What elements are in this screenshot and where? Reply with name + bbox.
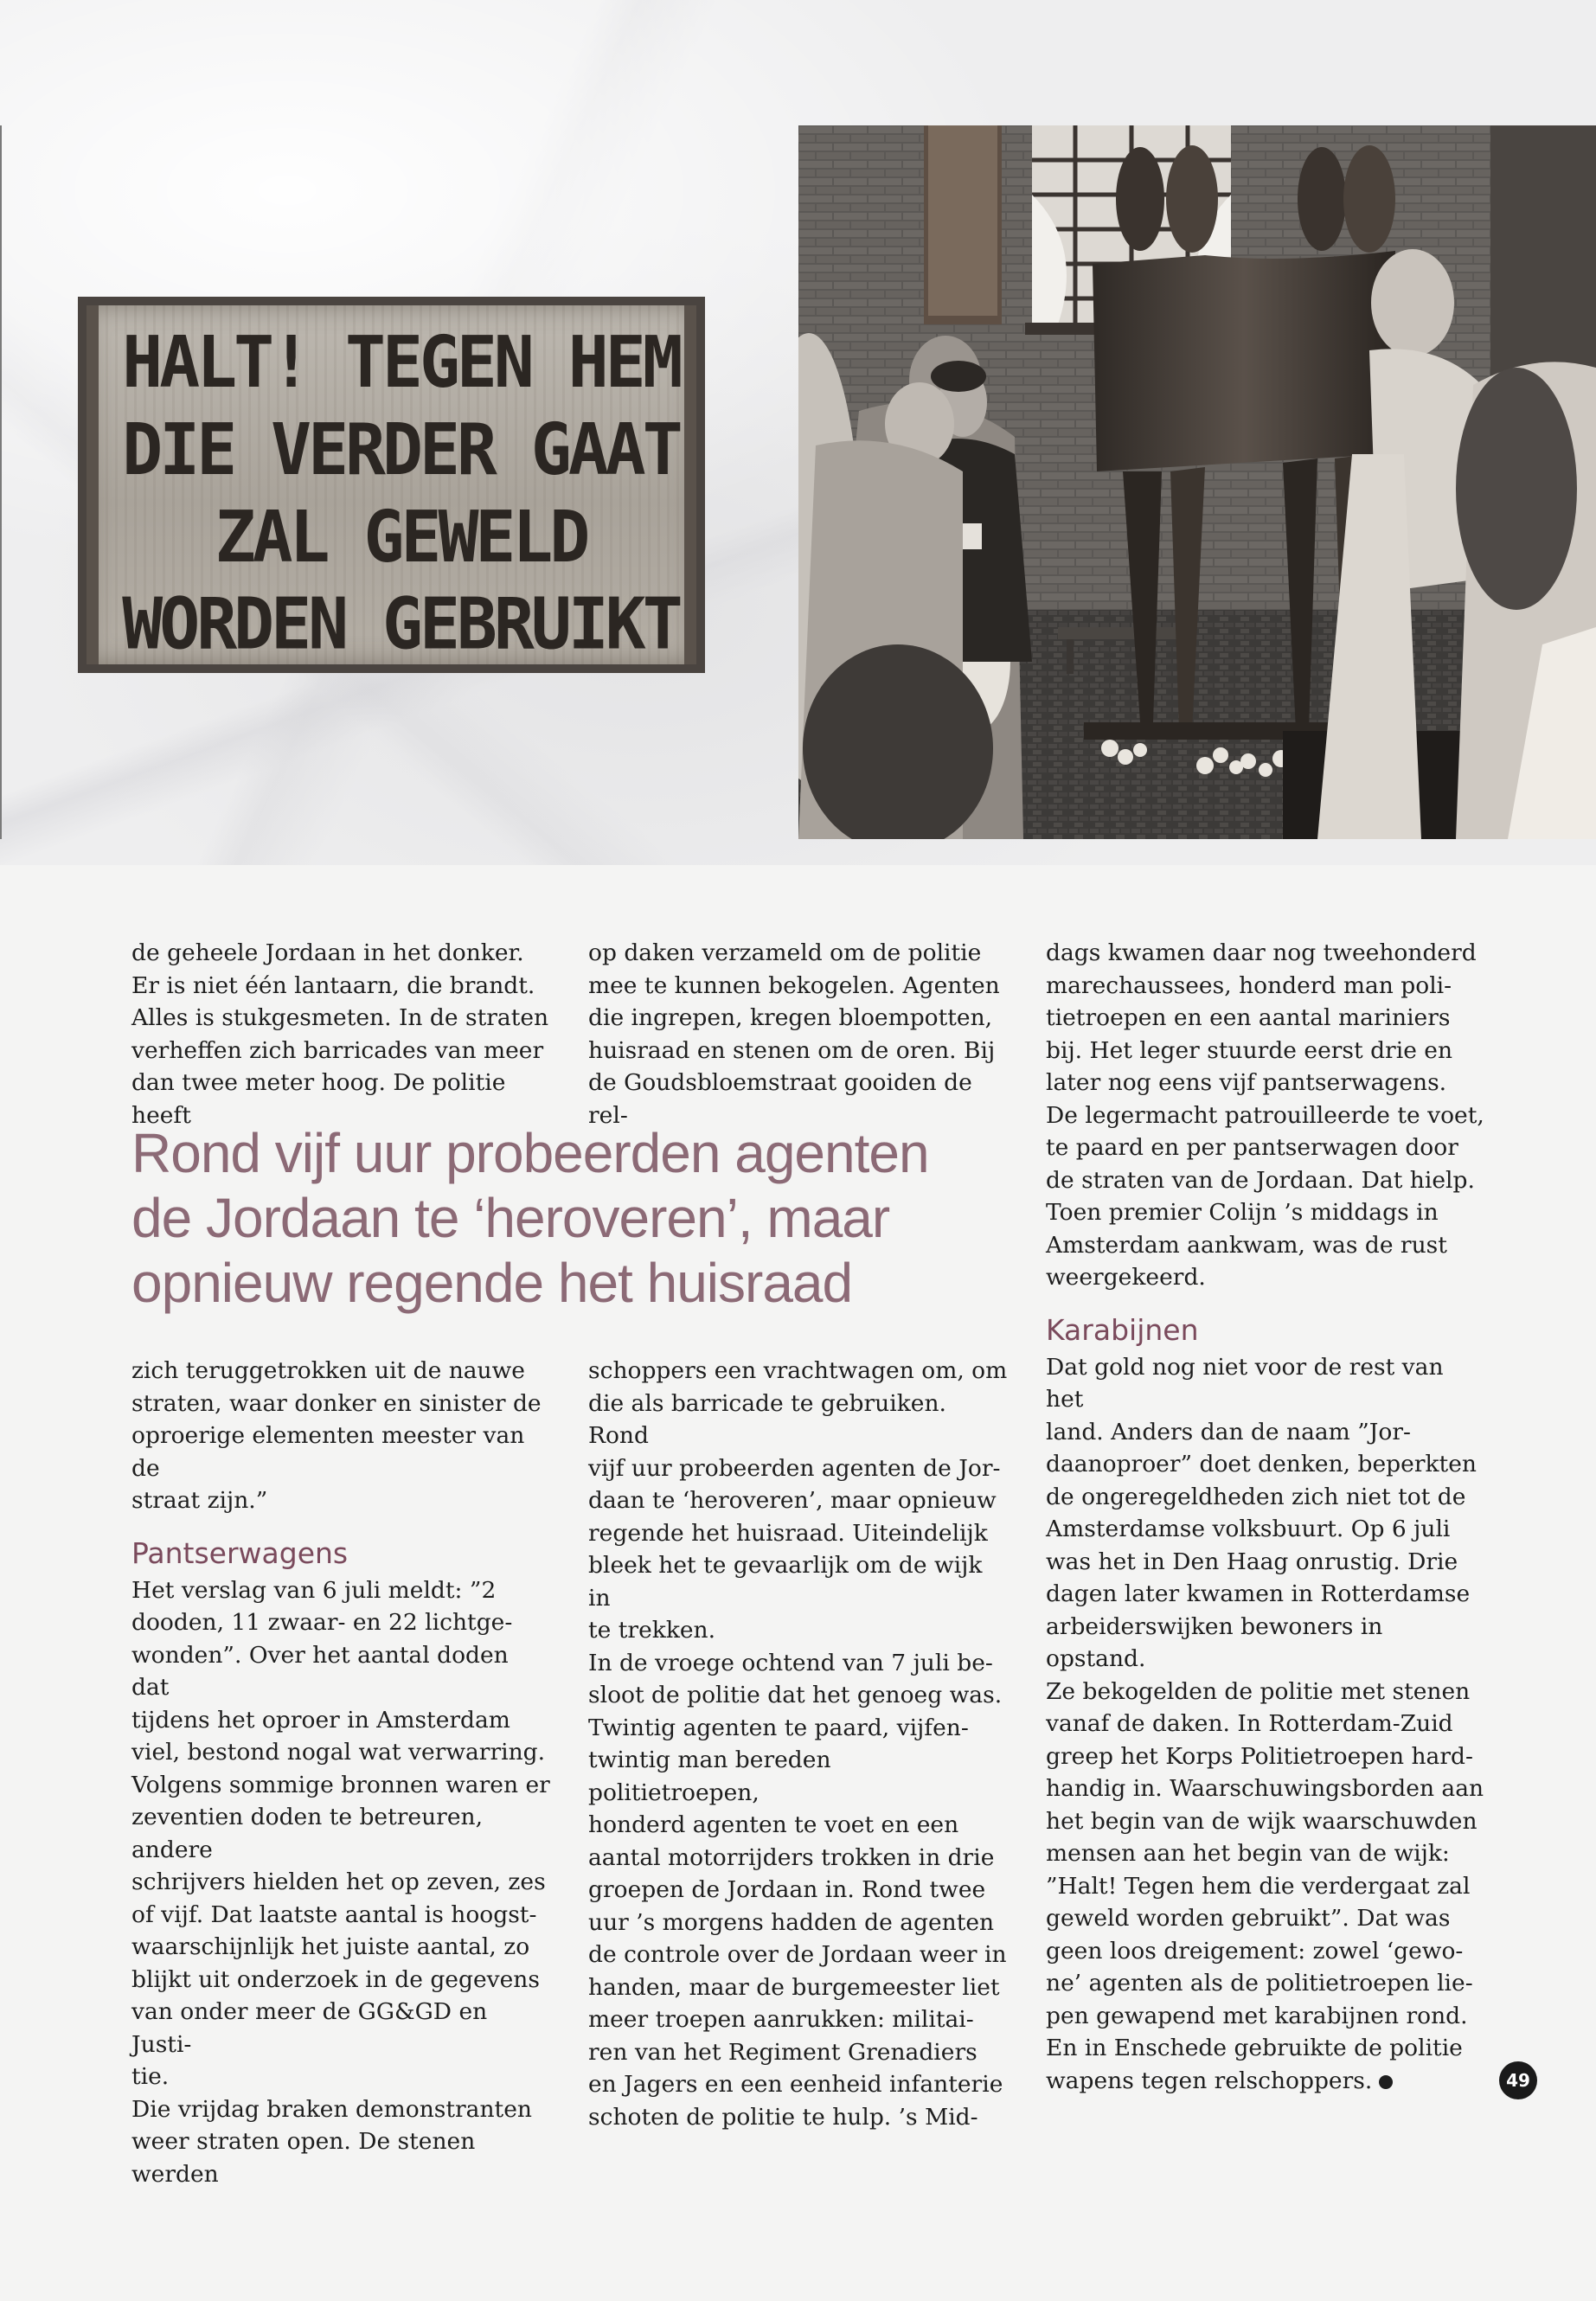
- text-line: Amsterdam aankwam, was de rust: [1046, 1231, 1447, 1259]
- text-line: schoten de politie te hulp. ’s Mid-: [588, 2103, 978, 2131]
- text-line: weergekeerd.: [1046, 1264, 1206, 1291]
- text-line: In de vroege ochtend van 7 juli be-: [588, 1649, 993, 1676]
- pull-quote-line: Rond vijf uur probeerden agenten: [131, 1122, 929, 1184]
- text-line: arbeiderswijken bewoners in opstand.: [1046, 1612, 1383, 1672]
- warning-sign-image: [78, 297, 705, 673]
- text-line: huisraad en stenen om de oren. Bij: [588, 1036, 996, 1064]
- text-line: waarschijnlijk het juiste aantal, zo: [131, 1933, 530, 1960]
- text-line: Ze bekogelden de politie met stenen: [1046, 1677, 1471, 1705]
- text-line: ren van het Regiment Grenadiers: [588, 2038, 977, 2066]
- text-line: die ingrepen, kregen bloempotten,: [588, 1004, 993, 1031]
- sign-line: ZAL GEWELD: [215, 497, 587, 579]
- end-bullet-icon: [1379, 2075, 1393, 2089]
- text-line: Die vrijdag braken demonstranten: [131, 2095, 532, 2123]
- text-line: te paard en per pantserwagen door: [1046, 1134, 1458, 1161]
- text-line: geen loos dreigement: zowel ‘gewo-: [1046, 1937, 1464, 1965]
- text-line: Alles is stukgesmeten. In de straten: [131, 1004, 549, 1031]
- text-line: handig in. Waarschuwingsborden aan: [1046, 1775, 1484, 1802]
- left-edge-rule: [0, 125, 2, 839]
- text-line: Het verslag van 6 juli meldt: ”2: [131, 1576, 497, 1604]
- text-line: handen, maar de burgemeester liet: [588, 1973, 1000, 2001]
- text-line: van onder meer de GG&GD en Justi-: [131, 1998, 488, 2058]
- pull-quote-line: opnieuw regende het huisraad: [131, 1252, 853, 1314]
- text-line: de straten van de Jordaan. Dat hielp.: [1046, 1166, 1475, 1194]
- text-line: later nog eens vijf pantserwagens.: [1046, 1069, 1447, 1096]
- text-line: greep het Korps Politietroepen hard-: [1046, 1742, 1473, 1770]
- text-line: tijdens het oproer in Amsterdam: [131, 1706, 510, 1734]
- text-line: schrijvers hielden het op zeven, zes: [131, 1868, 546, 1895]
- column-2-top: [588, 937, 1008, 1131]
- text-line: Er is niet één lantaarn, die brandt.: [131, 971, 535, 999]
- text-line: wonden”. Over het aantal doden dat: [131, 1641, 509, 1701]
- text-line: tie.: [131, 2063, 170, 2090]
- text-line: bij. Het leger stuurde eerst drie en: [1046, 1036, 1453, 1064]
- text-line: daanoproer” doet denken, beperkten: [1046, 1451, 1477, 1477]
- column-1-top: [131, 937, 551, 1131]
- text-line: op daken verzameld om de politie: [588, 939, 982, 966]
- text-line: Volgens sommige bronnen waren er: [131, 1771, 550, 1798]
- text-line: weer straten open. De stenen werden: [131, 2128, 476, 2188]
- text-line: schoppers een vrachtwagen om, om: [588, 1357, 1008, 1384]
- subheading-karabijnen: Karabijnen: [1046, 1312, 1199, 1347]
- text-line: meer troepen aanrukken: militai-: [588, 2006, 974, 2033]
- text-line: Amsterdamse volksbuurt. Op 6 juli: [1046, 1516, 1451, 1542]
- photo-icon: [798, 125, 1596, 839]
- text-line: de geheele Jordaan in het donker.: [131, 939, 524, 966]
- text-line: mensen aan het begin van de wijk:: [1046, 1840, 1450, 1867]
- subheading-pantserwagens: Pantserwagens: [131, 1535, 349, 1570]
- text-line: oproerige elementen meester van de: [131, 1422, 525, 1482]
- sign-line: DIE VERDER GAAT: [122, 409, 680, 491]
- text-line: de Goudsbloemstraat gooiden de rel-: [588, 1069, 972, 1129]
- text-line: te trekken.: [588, 1617, 716, 1644]
- text-line: ”Halt! Tegen hem die verdergaat zal: [1046, 1872, 1471, 1900]
- sign-post-right: [684, 305, 696, 664]
- text-line: pen gewapend met karabijnen rond.: [1046, 2002, 1468, 2029]
- text-line: wapens tegen relschoppers.: [1046, 2067, 1373, 2094]
- text-line: dan twee meter hoog. De politie heeft: [131, 1069, 506, 1129]
- text-line: was het in Den Haag onrustig. Drie: [1046, 1548, 1458, 1575]
- text-line: straat zijn.”: [131, 1487, 268, 1514]
- text-line: sloot de politie dat het genoeg was.: [588, 1682, 1003, 1708]
- text-line: marechaussees, honderd man poli-: [1046, 971, 1452, 999]
- text-line: bleek het te gevaarlijk om de wijk in: [588, 1552, 983, 1612]
- text-line: de ongeregeldheden zich niet tot de: [1046, 1483, 1466, 1510]
- column-3: [1046, 937, 1487, 2097]
- text-line: verheffen zich barricades van meer: [131, 1036, 544, 1064]
- text-line: daan te ‘heroveren’, maar opnieuw: [588, 1487, 997, 1514]
- text-line: twintig man bereden politietroepen,: [588, 1747, 831, 1806]
- pull-quote: [131, 1121, 997, 1316]
- text-line: regende het huisraad. Uiteindelijk: [588, 1519, 988, 1547]
- text-line: En in Enschede gebruikte de politie: [1046, 2035, 1463, 2061]
- text-line: Twintig agenten te paard, vijfen-: [588, 1714, 969, 1741]
- text-line: De legermacht patrouilleerde te voet,: [1046, 1101, 1484, 1129]
- column-1-bottom: [131, 1355, 551, 2190]
- text-line: ne’ agenten als de politietroepen lie-: [1046, 1970, 1473, 1997]
- pull-quote-line: de Jordaan te ‘heroveren’, maar: [131, 1187, 890, 1249]
- page-number: 49: [1499, 2061, 1537, 2099]
- sign-post-left: [87, 305, 99, 664]
- text-line: zich teruggetrokken uit de nauwe: [131, 1357, 525, 1384]
- statue-crowd-photo: [798, 125, 1596, 839]
- text-line: en Jagers en een eenheid infanterie: [588, 2071, 1003, 2098]
- text-line: geweld worden gebruikt”. Dat was: [1046, 1905, 1451, 1932]
- text-line: Toen premier Colijn ’s middags in: [1046, 1199, 1439, 1226]
- text-line: die als barricade te gebruiken. Rond: [588, 1389, 946, 1449]
- text-line: straten, waar donker en sinister de: [131, 1389, 542, 1417]
- text-line: vanaf de daken. In Rotterdam-Zuid: [1046, 1710, 1453, 1737]
- text-line: dagen later kwamen in Rotterdamse: [1046, 1580, 1471, 1607]
- text-line: Dat gold nog niet voor de rest van het: [1046, 1353, 1444, 1413]
- column-2-bottom: [588, 1355, 1008, 2133]
- text-line: aantal motorrijders trokken in drie: [588, 1843, 995, 1871]
- text-line: blijkt uit onderzoek in de gegevens: [131, 1965, 540, 1993]
- text-line-last: [1046, 2065, 1487, 2098]
- text-line: tietroepen en een aantal mariniers: [1046, 1004, 1451, 1031]
- text-line: viel, bestond nogal wat verwarring.: [131, 1739, 546, 1766]
- text-line: land. Anders dan de naam ”Jor-: [1046, 1418, 1411, 1445]
- text-line: uur ’s morgens hadden de agenten: [588, 1908, 995, 1936]
- text-line: of vijf. Dat laatste aantal is hoogst-: [131, 1900, 537, 1928]
- sign-line: HALT! TEGEN HEM: [122, 322, 680, 405]
- text-line: zeventien doden te betreuren, andere: [131, 1804, 484, 1863]
- text-line: het begin van de wijk waarschuwden: [1046, 1807, 1477, 1835]
- text-line: dags kwamen daar nog tweehonderd: [1046, 939, 1477, 966]
- sign-line: WORDEN GEBRUIKT: [122, 584, 680, 666]
- text-line: groepen de Jordaan in. Rond twee: [588, 1876, 986, 1903]
- text-line: vijf uur probeerden agenten de Jor-: [588, 1454, 1001, 1482]
- text-line: dooden, 11 zwaar- en 22 lichtge-: [131, 1609, 513, 1636]
- text-line: de controle over de Jordaan weer in: [588, 1941, 1007, 1968]
- text-line: honderd agenten te voet en een: [588, 1811, 959, 1838]
- text-line: mee te kunnen bekogelen. Agenten: [588, 971, 1000, 999]
- sign-text: [116, 320, 686, 664]
